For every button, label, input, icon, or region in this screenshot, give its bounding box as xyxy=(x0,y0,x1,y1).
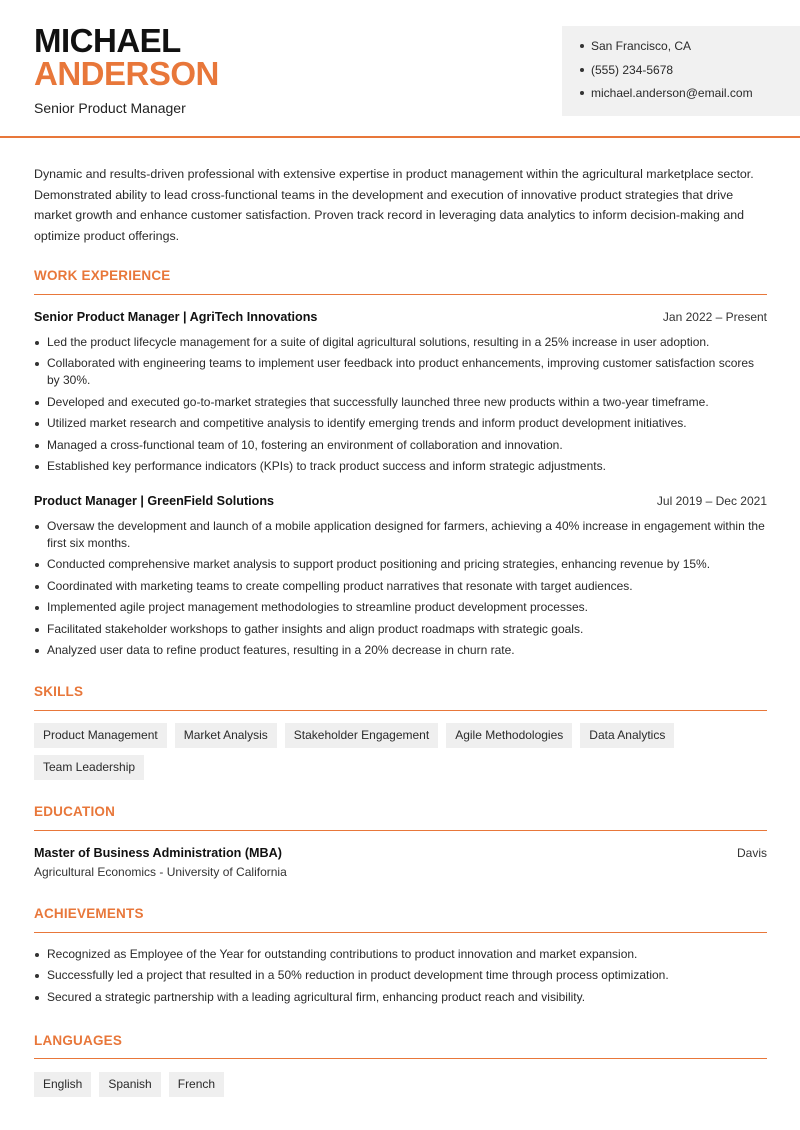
list-item: Collaborated with engineering teams to implement user feedback into product enhancements, improving customer satisfaction scores by 30%. xyxy=(34,355,767,389)
last-name: ANDERSON xyxy=(34,55,219,92)
job-dates: Jan 2022 – Present xyxy=(662,310,767,324)
contact-email xyxy=(580,84,800,108)
resume-header xyxy=(0,0,800,138)
summary-paragraph: Dynamic and results-driven professional with extensive expertise in product management within the agricultural marketplace sector. Demonstrated ability to lead cross-functional teams in the development and execution of innovative product strategies that drive market growth and enhance customer satisfaction. Proven track record in leveraging data analytics to inform decision-making and optimize product offerings. xyxy=(34,167,754,243)
education-detail: Agricultural Economics - University of California xyxy=(34,865,287,879)
list-item: Facilitated stakeholder workshops to gather insights and align product roadmaps with strategic goals. xyxy=(34,621,767,638)
language-tag: English xyxy=(34,1072,91,1097)
job-bullets xyxy=(34,334,767,479)
section-divider xyxy=(34,1058,767,1059)
language-tag: Spanish xyxy=(99,1072,160,1097)
language-tag: French xyxy=(169,1072,224,1097)
list-item: Implemented agile project management methodologies to streamline product development processes. xyxy=(34,599,767,616)
degree-title: Master of Business Administration (MBA) xyxy=(34,846,282,860)
bullet-icon xyxy=(580,44,584,48)
list-item: Secured a strategic partnership with a leading agricultural firm, enhancing product reach and visibility. xyxy=(34,989,767,1006)
skill-tag: Team Leadership xyxy=(34,755,144,780)
languages-heading: LANGUAGES xyxy=(34,1033,123,1048)
list-item: Oversaw the development and launch of a mobile application designed for farmers, achieving a 40% increase in engagement within the first six months. xyxy=(34,518,767,552)
skill-tag: Product Management xyxy=(34,723,167,748)
contact-phone xyxy=(580,61,800,85)
achievements-heading: ACHIEVEMENTS xyxy=(34,906,144,921)
job-title: Senior Product Manager xyxy=(34,100,186,116)
job-header xyxy=(34,310,767,328)
list-item: Analyzed user data to refine product features, resulting in a 20% decrease in churn rate. xyxy=(34,642,767,659)
section-divider xyxy=(34,294,767,295)
section-divider xyxy=(34,830,767,831)
work-experience-heading: WORK EXPERIENCE xyxy=(34,268,171,283)
achievements-list xyxy=(34,946,767,1010)
skills-tags xyxy=(34,723,734,787)
list-item: Utilized market research and competitive analysis to identify emerging trends and inform product development initiatives. xyxy=(34,415,767,432)
first-name: MICHAEL xyxy=(34,22,181,59)
skill-tag: Stakeholder Engagement xyxy=(285,723,438,748)
list-item: Coordinated with marketing teams to create compelling product narratives that resonate with target audiences. xyxy=(34,578,767,595)
list-item: Led the product lifecycle management for a suite of digital agricultural solutions, resulting in a 25% increase in user adoption. xyxy=(34,334,767,351)
bullet-icon xyxy=(580,68,584,72)
location-text: San Francisco, CA xyxy=(591,39,692,53)
bullet-icon xyxy=(580,91,584,95)
job-bullets xyxy=(34,518,767,663)
section-divider xyxy=(34,710,767,711)
phone-text: (555) 234-5678 xyxy=(591,62,674,77)
job-role: Senior Product Manager | AgriTech Innovations xyxy=(34,310,318,324)
contact-location xyxy=(580,37,800,61)
job-dates: Jul 2019 – Dec 2021 xyxy=(656,494,767,508)
languages-tags xyxy=(34,1072,734,1104)
section-divider xyxy=(34,932,767,933)
skill-tag: Agile Methodologies xyxy=(446,723,572,748)
list-item: Successfully led a project that resulted in a 50% reduction in product development time through process optimization. xyxy=(34,967,767,984)
skill-tag: Data Analytics xyxy=(580,723,674,748)
skill-tag: Market Analysis xyxy=(175,723,277,748)
list-item: Conducted comprehensive market analysis to support product positioning and pricing strategies, enhancing revenue by 15%. xyxy=(34,556,767,573)
list-item: Established key performance indicators (KPIs) to track product success and inform strategic adjustments. xyxy=(34,458,767,475)
education-location: Davis xyxy=(736,846,767,860)
job-role: Product Manager | GreenField Solutions xyxy=(34,494,275,508)
job-header xyxy=(34,494,767,512)
list-item: Recognized as Employee of the Year for outstanding contributions to product innovation and market expansion. xyxy=(34,946,767,963)
education-heading: EDUCATION xyxy=(34,804,116,819)
contact-box xyxy=(562,26,800,116)
email-text: michael.anderson@email.com xyxy=(591,86,753,100)
list-item: Developed and executed go-to-market strategies that successfully launched three new products within a two-year timeframe. xyxy=(34,394,767,411)
list-item: Managed a cross-functional team of 10, fostering an environment of collaboration and innovation. xyxy=(34,437,767,454)
skills-heading: SKILLS xyxy=(34,684,84,699)
